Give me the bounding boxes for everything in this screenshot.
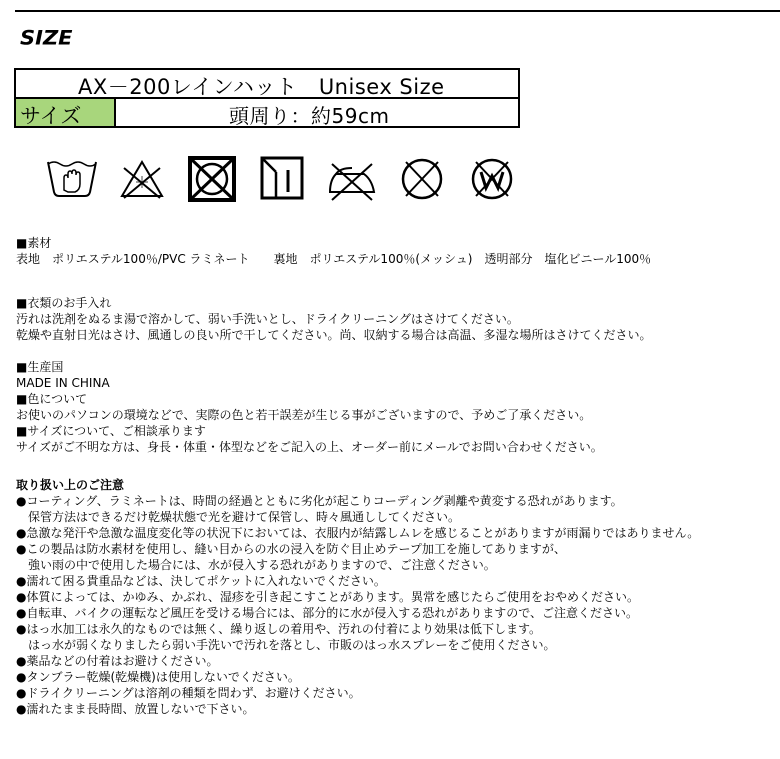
caution-line: ●コーティング、ラミネートは、時間の経過とともに劣化が起こりコーディング剥離や黄変する恐れがあります。 xyxy=(16,494,623,508)
caution-line: ●この製品は防水素材を使用し、縫い目からの水の浸入を防ぐ目止めテープ加工を施してありますが、 xyxy=(16,542,566,556)
color-text: お使いのパソコンの環境などで、実際の色と若干誤差が生じる事がございますので、予めご了承ください。 xyxy=(16,408,592,422)
caution-line: ●濡れて困る貴重品などは、決してポケットに入れないでください。 xyxy=(16,574,386,588)
page-title: SIZE xyxy=(20,26,73,50)
caution-line: ●タンブラー乾燥(乾燥機)は使用しないでください。 xyxy=(16,670,300,684)
no-dry-clean-icon xyxy=(394,150,450,206)
material-title: ■素材 xyxy=(16,236,52,250)
caution-line: ●急激な発汗や急激な温度変化等の状況下においては、衣服内が結露しムレを感じることがありますが雨漏りではありません。 xyxy=(16,526,700,540)
care-text: 乾燥や直射日光はさけ、風通しの良い所で干してください。尚、収納する場合は高温、多湿な場所はさけてください。 xyxy=(16,328,652,342)
no-bleach-icon xyxy=(114,150,170,206)
caution-line: ●はっ水加工は永久的なものでは無く、繰り返しの着用や、汚れの付着により効果は低下します。 xyxy=(16,622,542,636)
caution-line: ●体質によっては、かゆみ、かぶれ、湿疹を引き起こすことがあります。異常を感じたらご使用をおやめください。 xyxy=(16,590,639,604)
size-table-header xyxy=(16,70,518,99)
hand-wash-icon xyxy=(44,150,100,206)
caution-line: 保管方法はできるだけ乾燥状態で光を避けて保管し、時々風通ししてください。 xyxy=(16,510,461,524)
care-icons xyxy=(40,150,540,210)
no-tumble-dry-icon xyxy=(184,150,240,206)
caution-line: ●薬品などの付着はお避けください。 xyxy=(16,654,219,668)
size-label-cell xyxy=(16,99,116,126)
size-table xyxy=(14,68,520,128)
caution-line: はっ水が弱くなりましたら弱い手洗いで汚れを落とし、市販のはっ水スプレーをご使用ください。 xyxy=(16,638,556,652)
caution-line: ●濡れたまま長時間、放置しないで下さい。 xyxy=(16,702,255,716)
caution-line: ●ドライクリーニングは溶剤の種類を問わず、お避けください。 xyxy=(16,686,361,700)
product-info xyxy=(16,235,776,717)
size-consult-text: サイズがご不明な方は、身長・体重・体型などをご記入の上、オーダー前にメールでお問い合わせください。 xyxy=(16,440,603,454)
product-name: AX－200レインハット Unisex Size xyxy=(78,75,445,99)
origin-title: ■生産国 xyxy=(16,360,64,374)
origin-text: MADE IN CHINA xyxy=(16,376,110,390)
top-divider xyxy=(15,10,780,12)
caution-line: ●自転車、バイクの運転など風圧を受ける場合には、部分的に水が侵入する恐れがありますので、ご注意ください。 xyxy=(16,606,638,620)
caution-line: 強い雨の中で使用した場合には、水が侵入する恐れがありますので、ご注意ください。 xyxy=(16,558,496,572)
care-title: ■衣類のお手入れ xyxy=(16,296,112,310)
size-value: 頭周り：約59cm xyxy=(229,104,390,128)
no-iron-icon xyxy=(324,150,380,206)
hang-dry-shade-icon xyxy=(254,150,310,206)
material-text: 表地 ポリエステル100％/PVC ラミネート 裏地 ポリエステル100％(メッシュ) 透明部分 塩化ビニール100％ xyxy=(16,252,652,266)
cautions-title: 取り扱い上のご注意 xyxy=(16,478,125,492)
size-label: サイズ xyxy=(20,104,82,128)
size-value-cell xyxy=(116,99,518,126)
color-title: ■色について xyxy=(16,392,88,406)
no-wet-clean-icon xyxy=(464,150,520,206)
care-text: 汚れは洗剤をぬるま湯で溶かして、弱い手洗いとし、ドライクリーニングはさけてください。 xyxy=(16,312,519,326)
size-consult-title: ■サイズについて、ご相談承ります xyxy=(16,424,206,438)
